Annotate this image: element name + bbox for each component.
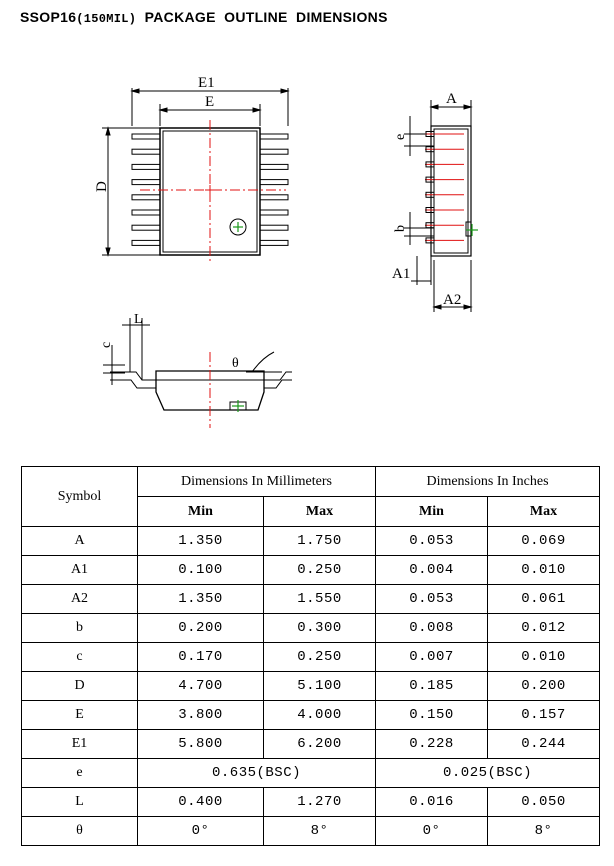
cell-mm-bsc: 0.635(BSC) — [138, 759, 376, 788]
cell-mm-max: 0.250 — [264, 643, 376, 672]
cell-mm-max: 0.300 — [264, 614, 376, 643]
cell-in-max: 0.050 — [488, 788, 600, 817]
dim-label-E1: E1 — [198, 75, 215, 91]
lead — [132, 195, 160, 200]
lead — [260, 240, 288, 245]
cell-mm-max: 1.750 — [264, 527, 376, 556]
dim-label-A: A — [446, 91, 457, 107]
front-view — [103, 318, 292, 410]
cell-in-max: 0.061 — [488, 585, 600, 614]
cell-mm-max: 5.100 — [264, 672, 376, 701]
lead — [132, 180, 160, 185]
cell-in-min: 0.185 — [376, 672, 488, 701]
dim-label-b: b — [393, 225, 408, 232]
cell-mm-max: 0.250 — [264, 556, 376, 585]
title-part-width: (150MIL) — [76, 12, 137, 26]
cell-in-max: 8° — [488, 817, 600, 846]
lead — [260, 210, 288, 215]
lead — [132, 164, 160, 169]
cell-mm-min: 0.100 — [138, 556, 264, 585]
table-row — [22, 643, 600, 672]
cell-in-min: 0.004 — [376, 556, 488, 585]
cell-in-min: 0.007 — [376, 643, 488, 672]
cell-in-max: 0.069 — [488, 527, 600, 556]
cell-in-bsc: 0.025(BSC) — [376, 759, 600, 788]
title-part-package: SSOP16 — [20, 9, 77, 25]
table-row — [22, 556, 600, 585]
cell-symbol: θ — [22, 817, 138, 846]
dim-label-E: E — [205, 94, 215, 110]
cell-mm-min: 4.700 — [138, 672, 264, 701]
cell-symbol: D — [22, 672, 138, 701]
header-millimeters: Dimensions In Millimeters — [138, 467, 376, 497]
table-row — [22, 701, 600, 730]
cell-in-max: 0.200 — [488, 672, 600, 701]
table-row — [22, 730, 600, 759]
cell-in-min: 0.150 — [376, 701, 488, 730]
lead — [132, 134, 160, 139]
dim-label-A1: A1 — [392, 266, 411, 282]
cell-in-min: 0.053 — [376, 527, 488, 556]
cell-symbol: e — [22, 759, 138, 788]
cell-mm-max: 8° — [264, 817, 376, 846]
cell-mm-min: 0.400 — [138, 788, 264, 817]
cell-in-min: 0° — [376, 817, 488, 846]
cell-mm-max: 1.550 — [264, 585, 376, 614]
cell-in-max: 0.010 — [488, 643, 600, 672]
cell-symbol: L — [22, 788, 138, 817]
cell-in-max: 0.010 — [488, 556, 600, 585]
cell-symbol: c — [22, 643, 138, 672]
cell-symbol: A1 — [22, 556, 138, 585]
dim-label-A2: A2 — [443, 292, 462, 308]
table-row — [22, 759, 600, 788]
title-part-rest: PACKAGE OUTLINE DIMENSIONS — [136, 9, 388, 25]
cell-mm-min: 0.200 — [138, 614, 264, 643]
lead — [132, 225, 160, 230]
cell-mm-max: 4.000 — [264, 701, 376, 730]
header-inches: Dimensions In Inches — [376, 467, 600, 497]
cell-in-max: 0.244 — [488, 730, 600, 759]
side-view — [404, 100, 471, 312]
header-in-min: Min — [376, 497, 488, 527]
cell-mm-min: 1.350 — [138, 527, 264, 556]
table-row — [22, 817, 600, 846]
cell-mm-min: 3.800 — [138, 701, 264, 730]
lead — [260, 195, 288, 200]
header-mm-min: Min — [138, 497, 264, 527]
cell-mm-max: 6.200 — [264, 730, 376, 759]
table-row — [22, 527, 600, 556]
cell-symbol: b — [22, 614, 138, 643]
cell-in-min: 0.008 — [376, 614, 488, 643]
cell-in-min: 0.016 — [376, 788, 488, 817]
lead — [260, 134, 288, 139]
dim-label-D: D — [94, 181, 110, 192]
lead — [260, 180, 288, 185]
dim-label-e: e — [393, 133, 408, 140]
dim-label-c: c — [99, 341, 114, 348]
table-row — [22, 672, 600, 701]
cell-mm-min: 0° — [138, 817, 264, 846]
cell-mm-min: 1.350 — [138, 585, 264, 614]
cell-mm-max: 1.270 — [264, 788, 376, 817]
cell-symbol: A2 — [22, 585, 138, 614]
lead — [260, 164, 288, 169]
cell-in-max: 0.012 — [488, 614, 600, 643]
dim-label-L: L — [134, 312, 143, 327]
header-mm-max: Max — [264, 497, 376, 527]
header-symbol: Symbol — [22, 467, 138, 527]
cell-in-max: 0.157 — [488, 701, 600, 730]
cell-mm-min: 5.800 — [138, 730, 264, 759]
top-view — [102, 88, 288, 255]
cell-mm-min: 0.170 — [138, 643, 264, 672]
dim-label-theta: θ — [232, 356, 239, 371]
cell-in-min: 0.053 — [376, 585, 488, 614]
dimensions-table — [21, 466, 600, 846]
cell-symbol: E — [22, 701, 138, 730]
table-row — [22, 614, 600, 643]
cell-in-min: 0.228 — [376, 730, 488, 759]
lead — [132, 149, 160, 154]
table-row — [22, 585, 600, 614]
table-row — [22, 788, 600, 817]
lead — [260, 225, 288, 230]
lead — [132, 240, 160, 245]
lead — [132, 210, 160, 215]
cell-symbol: A — [22, 527, 138, 556]
cell-symbol: E1 — [22, 730, 138, 759]
header-in-max: Max — [488, 497, 600, 527]
lead — [260, 149, 288, 154]
